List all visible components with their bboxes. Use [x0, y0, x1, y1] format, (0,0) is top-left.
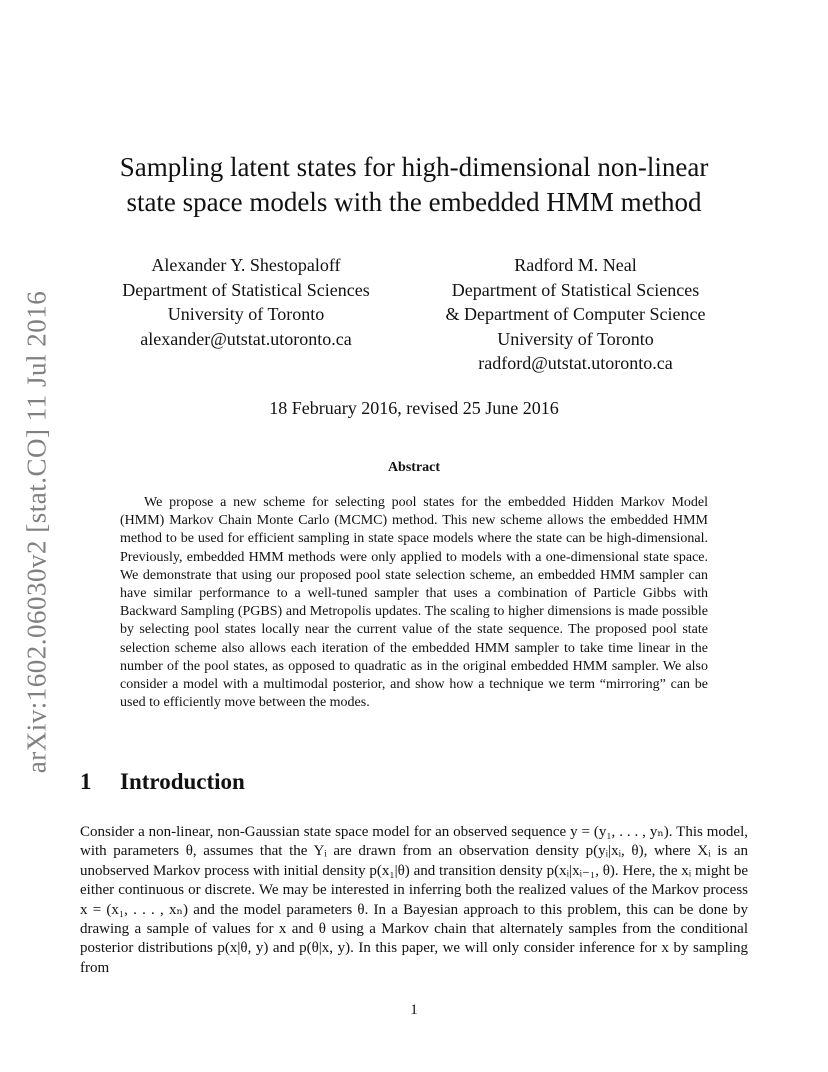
author-2-university: University of Toronto	[497, 328, 654, 349]
section-title: Introduction	[120, 769, 245, 794]
author-block-1	[96, 253, 396, 351]
abstract-heading: Abstract	[387, 460, 441, 475]
arxiv-identifier-stamp: arXiv:1602.06030v2 [stat.CO] 11 Jul 2016	[21, 290, 52, 774]
abstract-body: We propose a new scheme for selecting pool states for the embedded Hidden Markov Model (HMM) Markov Chain Monte Carlo (MCMC) method. This new scheme allows the embedded HMM method to be used for efficient sampling in state space models where the state can be high-dimensional. Previously, embedded HMM methods were only applied to models with a one-dimensional state space. We demonstrate that using our proposed pool state selection scheme, an embedded HMM sampler can have similar performance to a well-tuned sampler that uses a combination of Particle Gibbs with Backward Sampling (PGBS) and Metropolis updates. The scaling to higher dimensions is made possible by selecting pool states locally near the current value of the state sequence. The proposed pool state selection scheme also allows each iteration of the embedded HMM sampler to take time linear in the number of the pool states, as opposed to quadratic as in the original embedded HMM sampler. We also consider a model with a multimodal posterior, and show how a technique we term “mirroring” can be used to efficiently move between the modes.	[120, 495, 708, 711]
paper-title-line-1: Sampling latent states for high-dimensional non-linear	[119, 152, 709, 182]
page-number: 1	[410, 1002, 418, 1018]
author-2-department-2: & Department of Computer Science	[445, 304, 706, 324]
author-2-email: radford@utstat.utoronto.ca	[478, 353, 673, 373]
author-2-department: Department of Statistical Sciences	[451, 279, 700, 300]
author-1-university: University of Toronto	[167, 304, 325, 324]
author-1-department: Department of Statistical Sciences	[122, 279, 370, 300]
author-block-2	[418, 253, 733, 376]
section-number: 1	[80, 769, 92, 794]
section-heading	[80, 769, 245, 795]
author-1-name: Alexander Y. Shestopaloff	[151, 255, 341, 275]
paper-title-line-2: state space models with the embedded HMM method	[126, 187, 702, 217]
paper-title	[0, 150, 828, 220]
author-2-name: Radford M. Neal	[514, 255, 637, 275]
author-1-email: alexander@utstat.utoronto.ca	[140, 328, 352, 349]
introduction-paragraph: Consider a non-linear, non-Gaussian state space model for an observed sequence y = (y₁, . . . , yₙ). This model, with parameters θ, assumes that the Yᵢ are drawn from an observation density p(yᵢ|xᵢ, θ), where Xᵢ is an unobserved Markov process with initial density p(x₁|θ) and transition density p(xᵢ|xᵢ₋₁, θ). Here, the xᵢ might be either continuous or discrete. We may be interested in inferring both the realized values of the Markov process x = (x₁, . . . , xₙ) and the model parameters θ. In a Bayesian approach to this problem, this can be done by drawing a sample of values for x and θ using a Markov chain that alternately samples from the conditional posterior distributions p(x|θ, y) and p(θ|x, y). In this paper, we will only consider inference for x by sampling from	[80, 824, 748, 976]
paper-date: 18 February 2016, revised 25 June 2016	[269, 398, 559, 418]
